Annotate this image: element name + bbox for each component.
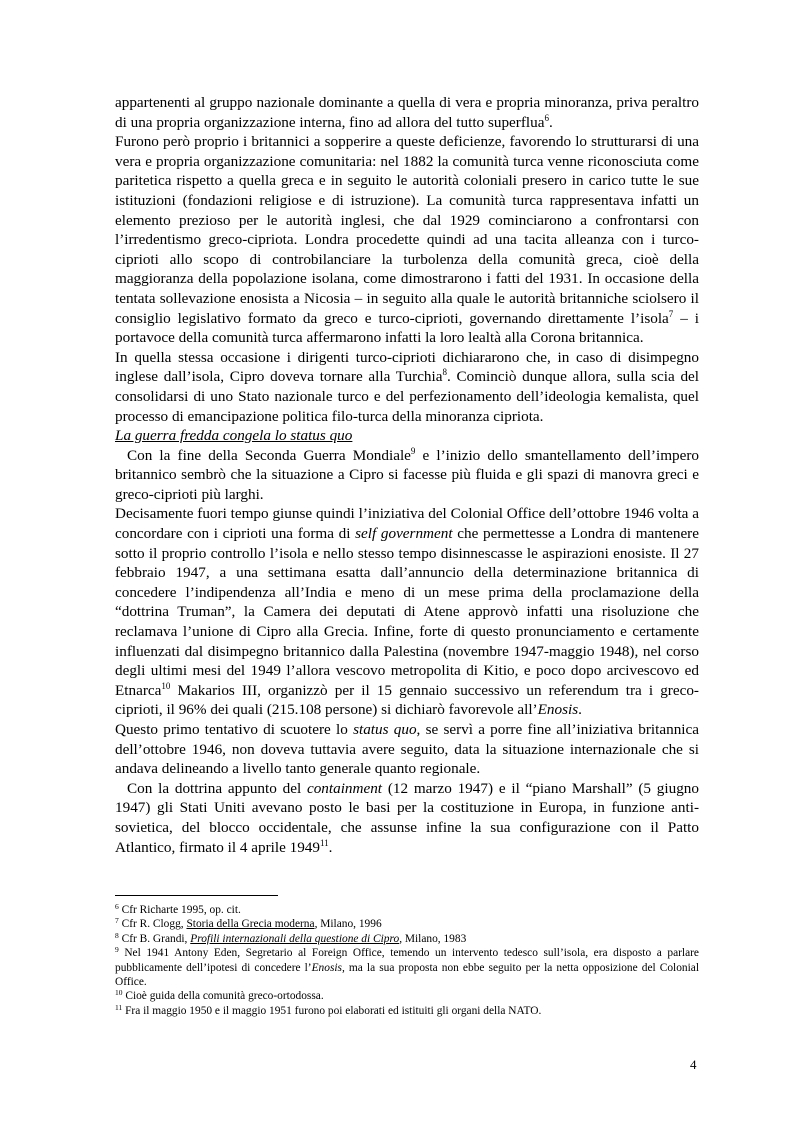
footnote: $^{10}$ Cioè guida della comunità greco-ortodossa. <box>115 988 324 1003</box>
document-body <box>115 93 699 857</box>
footnote-ref: 6 <box>544 112 549 123</box>
footnote: $^8$ Cfr B. Grandi, Profili internazionali della questione di Cipro, Milano, 1983 <box>115 930 467 945</box>
footnote-ref: 11 <box>319 837 329 848</box>
paragraph: Con la fine della Seconda Guerra Mondiale$^9$ e l’inizio dello smantellamento dell’impero britannico sembrò che la situazione a Cipro si facesse più fluida e gli spazi di manovra greci e greco-ciprioti più larghi. <box>115 445 699 503</box>
paragraph: Questo primo tentativo di scuotere lo status quo, se servì a porre fine all’iniziativa britannica dell’ottobre 1946, non doveva tuttavia avere seguito, data la situazione internazionale che si andava delineando a livello tanto generale quanto regionale. <box>115 721 700 778</box>
footnote-ref: 7 <box>668 308 674 319</box>
page-number: 4 <box>690 1057 697 1072</box>
footnotes <box>115 903 699 1018</box>
footnote-separator <box>115 895 278 896</box>
footnote-ref: 10 <box>161 680 171 691</box>
footnote-ref: 8 <box>442 367 447 378</box>
footnote: $^{11}$ Fra il maggio 1950 e il maggio 1951 furono poi elaborati ed istituiti gli organi della NATO. <box>115 1002 542 1017</box>
paragraph: Decisamente fuori tempo giunse quindi l’iniziativa del Colonial Office dell’ottobre 1946 volta a concordare con i ciprioti una forma di self government che permettesse a Londra di mantenere sotto il proprio controllo l’isola e nello stesso tempo disinnescasse le aspirazioni enosiste. Il 27 febbraio 1947, a una settimana esatta dall’annuncio della determinazione britannica di concedere l’indipendenza all’India e meno di un mese prima della proclamazione della “dottrina Truman”, la Camera dei deputati di Atene approvò infatti una risoluzione che reclamava l’unione di Cipro alla Grecia. Infine, forte di questo pronunciamento e certamente influenzati dal disimpegno britannico dalla Palestina (novembre 1947-maggio 1948), nel corso degli ultimi mesi del 1949 l’allora vescovo metropolita di Kitio, e poco dopo arcivescovo ed Etnarca$^{10}$ Makarios III, organizzò per il 15 gennaio successivo un referendum tra i greco-ciprioti, il 96% dei quali (215.108 persone) si dichiarò favorevole all’Enosis. <box>115 505 699 719</box>
footnote: $^9$ Nel 1941 Antony Eden, Segretario al Foreign Office, temendo un intervento tedesco sull’isola, era disposto a parlare pubblicamente dell’ipotesi di concedere l’Enosis, ma la sua proposta non ebbe seguito per la netta opposizione del Colonial Office. <box>115 945 699 989</box>
section-heading: La guerra fredda congela lo status quo <box>115 427 353 445</box>
paragraph: appartenenti al gruppo nazionale dominante a quella di vera e propria minoranza, priva peraltro di una propria organizzazione interna, fino ad allora del tutto superflua$^6$. <box>115 94 699 131</box>
paragraph: In quella stessa occasione i dirigenti turco-ciprioti dichiararono che, in caso di disimpegno inglese dall’isola, Cipro doveva tornare alla Turchia$^8$. Cominciò dunque allora, sulla scia del consolidarsi di uno Stato nazionale turco e del perfezionamento dell’ideologia kemalista, quel processo di emancipazione politica filo-turca della minoranza cipriota. <box>115 348 699 425</box>
footnote: $^7$ Cfr R. Clogg, Storia della Grecia moderna, Milano, 1996 <box>115 916 382 931</box>
footnote: $^6$ Cfr Richarte 1995, op. cit. <box>115 902 241 916</box>
paragraph: Con la dottrina appunto del containment (12 marzo 1947) e il “piano Marshall” (5 giugno 1947) gli Stati Uniti avevano posto le basi per la costituzione in Europa, in funzione anti-sovietica, del blocco occidentale, che assunse infine la sua configurazione con il Patto Atlantico, firmato il 4 aprile 1949$^{11}$. <box>115 779 699 856</box>
footnote-ref: 9 <box>410 445 416 456</box>
paragraph: Furono però proprio i britannici a sopperire a queste deficienze, favorendo lo strutturarsi di una vera e propria organizzazione comunitaria: nel 1882 la comunità turca venne riconosciuta come paritetica rispetto a quella greca e in seguito le autorità coloniali presero in carico tutte le sue istituzioni (fondazioni religiose e di istruzione). La comunità turca rappresentava infatti un elemento prezioso per le autorità inglesi, che dal 1929 cominciarono a confrontarsi con l’irredentismo greco-cipriota. Londra procedette quindi ad una tacita alleanza con i turco-ciprioti allo scopo di controbilanciare la turbolenza della comunità greca, cioè della maggioranza della popolazione isolana, come dimostrarono i fatti del 1931. In occasione della tentata sollevazione enosista a Nicosia – in seguito alla quale le autorità britanniche sciolsero il consiglio legislativo formato da greco e turco-ciprioti, governando direttamente l’isola$^7$ – i portavoce della comunità turca affermarono infatti la loro lealtà alla Corona britannica. <box>115 133 699 347</box>
